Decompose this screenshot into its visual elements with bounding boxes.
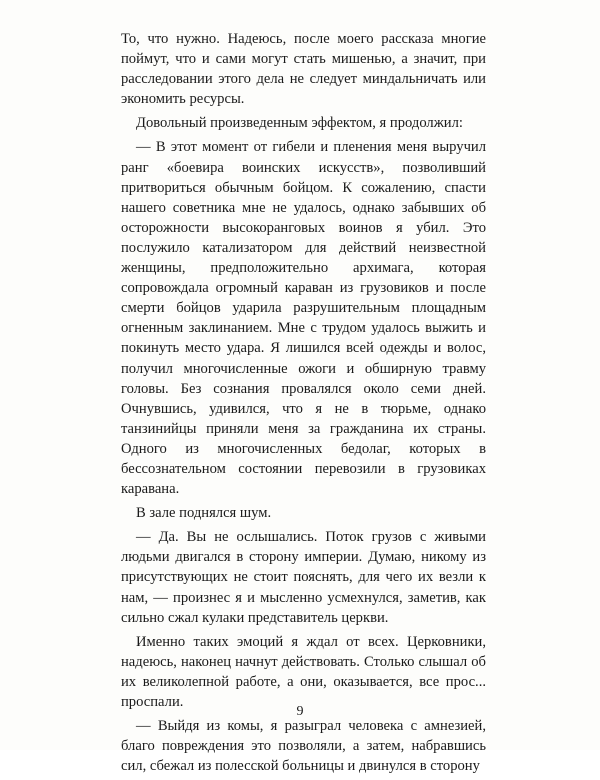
page-number: 9 bbox=[296, 704, 304, 719]
paragraph: — Выйдя из комы, я разыграл человека с амнезией, благо повреждения это позволяли, а затем, набравшись сил, сбежал из полесской больницы и двинулся в сторону bbox=[121, 718, 486, 775]
page-text bbox=[121, 29, 486, 780]
paragraph: — В этот момент от гибели и пленения меня выручил ранг «боевира воинских искусств», позволивший притвориться обычным бойцом. К сожалению, спасти нашего советника мне не удалось, однако забывших об осторожности высокоранговых воинов я убил. Это послужило катализатором для действий неизвестной женщины, предположительно архимага, которая сопровождала огромный караван из грузовиков и после смерти бойцов ударила разрушительным площадным огненным заклинанием. Мне с трудом удалось выжить и покинуть место удара. Я лишился всей одежды и волос, получил многочисленные ожоги и обширную травму головы. Без сознания провалялся около семи дней. Очнувшись, удивился, что я не в тюрьме, однако танзинийцы приняли меня за гражданина их страны. Одного из многочисленных бедолаг, которых в бессознательном состоянии перевозили в грузовиках каравана. bbox=[121, 139, 486, 498]
paragraph: В зале поднялся шум. bbox=[136, 505, 272, 522]
paragraph: Довольный произведенным эффектом, я продолжил: bbox=[136, 115, 463, 132]
paragraph: — Да. Вы не ослышались. Поток грузов с живыми людьми двигался в сторону империи. Думаю, никому из присутствующих не стоит пояснять, для чего их везли к нам, — произнес я и мысленно усмехнулся, заметив, как сильно сжал кулаки представитель церкви. bbox=[121, 529, 486, 626]
paragraph: То, что нужно. Надеюсь, после моего рассказа многие поймут, что и сами могут стать мишенью, а значит, при расследовании этого дела не следует миндальничать или экономить ресурсы. bbox=[121, 31, 486, 108]
paragraph: Именно таких эмоций я ждал от всех. Церковники, надеюсь, наконец начнут действовать. Столько слышал об их великолепной работе, а они, оказывается, все прос... проспали. bbox=[121, 633, 486, 710]
